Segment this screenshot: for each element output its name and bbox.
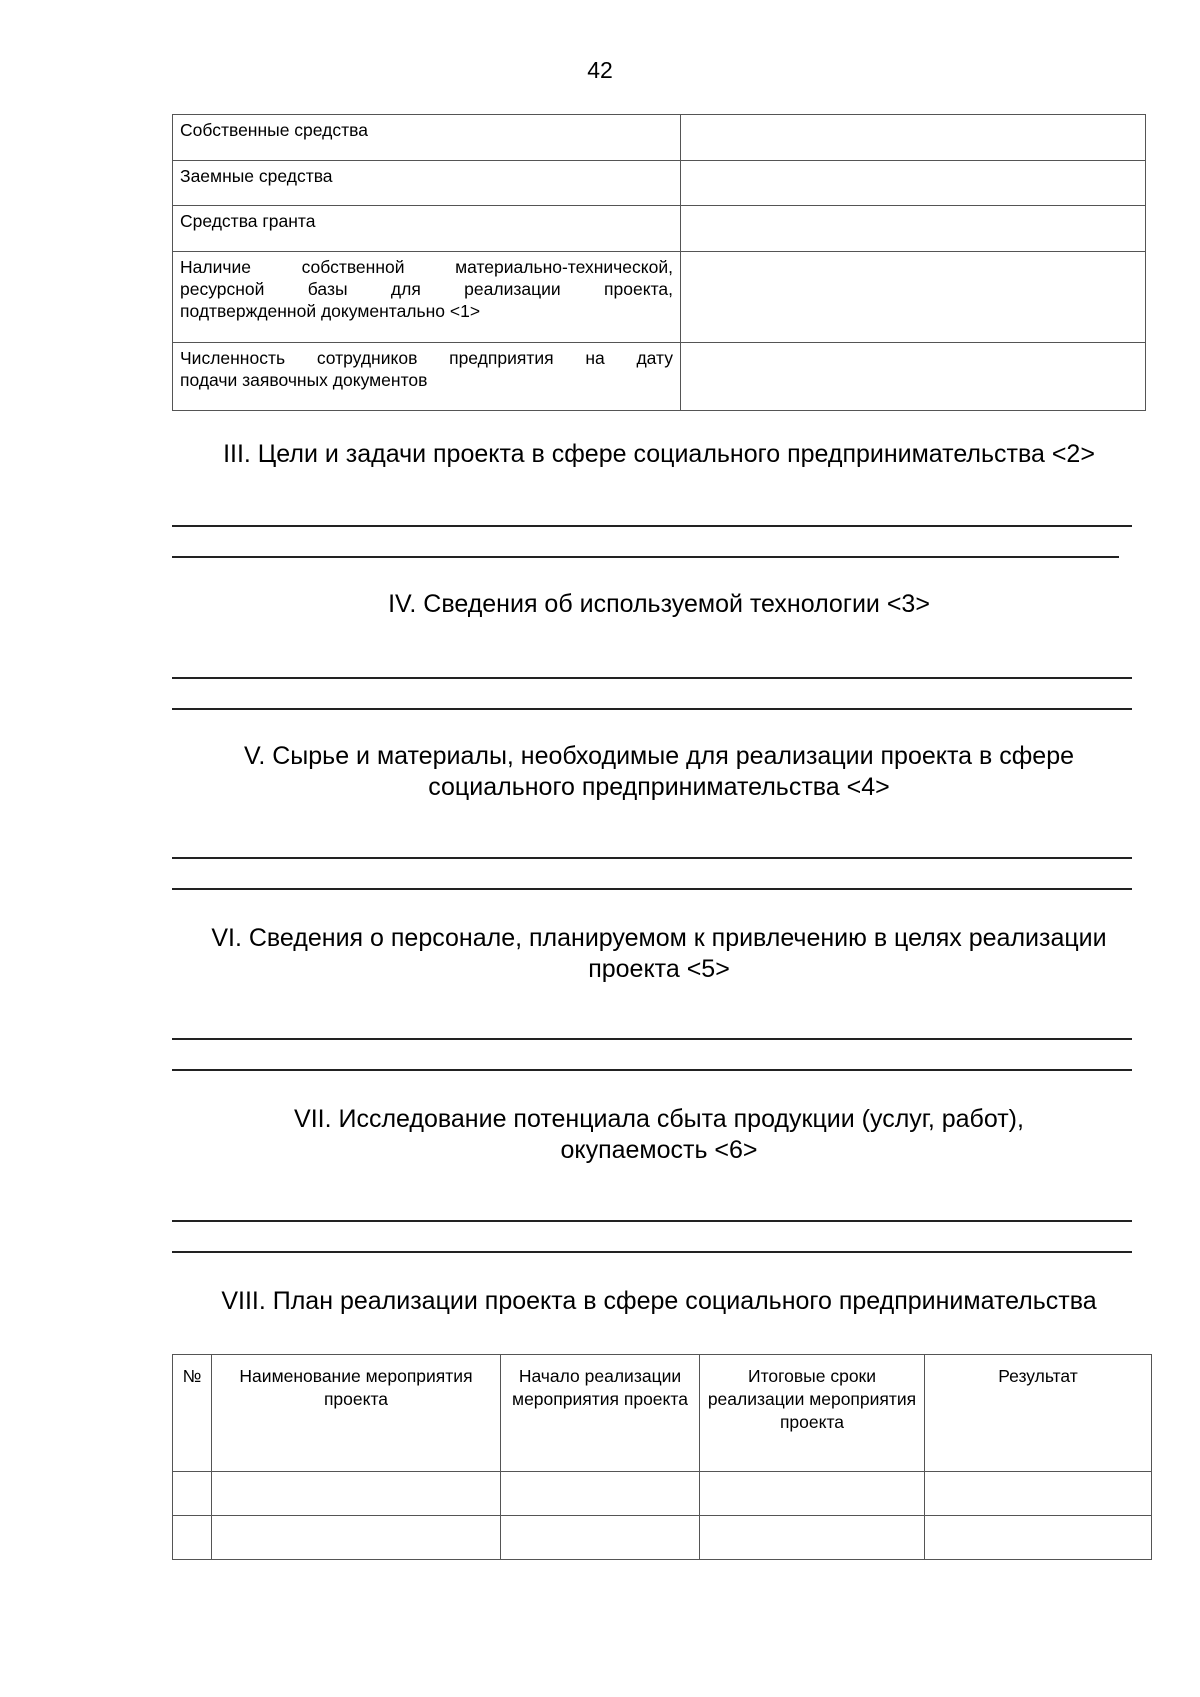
table-cell[interactable] [700,1516,925,1560]
label-line: подтвержденной документально <1> [180,301,481,321]
table-cell[interactable] [173,1472,212,1516]
table-cell[interactable] [501,1472,700,1516]
fill-line[interactable] [172,708,1132,710]
table-row [173,115,1146,161]
funding-staff-count-label [173,343,681,411]
col-header-number: № [173,1355,212,1472]
fill-line[interactable] [172,1038,1132,1040]
funding-table [172,114,1146,411]
col-header-result: Результат [925,1355,1152,1472]
fill-line[interactable] [172,857,1132,859]
fill-line[interactable] [172,1251,1132,1253]
col-header-activity: Наименование мероприятия проекта [212,1355,501,1472]
fill-line[interactable] [172,677,1132,679]
section-4-heading: IV. Сведения об используемой технологии <3> [388,590,930,618]
section-6-heading [172,923,1146,985]
section-7-heading [172,1104,1146,1166]
funding-grant-funds-label: Средства гранта [173,206,681,252]
table-cell[interactable] [212,1516,501,1560]
table-cell[interactable] [700,1472,925,1516]
col-header-start: Начало реализации мероприятия проекта [501,1355,700,1472]
label-line: ресурсной базы для реализации проекта, [180,279,673,299]
section-8-heading: VIII. План реализации проекта в сфере социального предпринимательства [221,1287,1097,1315]
funding-material-base-value[interactable] [681,252,1146,343]
table-cell[interactable] [501,1516,700,1560]
heading-line: проекта <5> [588,955,730,983]
fill-line[interactable] [172,556,1119,558]
page-number: 42 [587,57,613,83]
fill-line[interactable] [172,1220,1132,1222]
table-cell[interactable] [212,1472,501,1516]
label-line: Численность сотрудников предприятия на дату [180,348,673,368]
table-row [173,343,1146,411]
section-5-heading [172,741,1146,803]
funding-staff-count-value[interactable] [681,343,1146,411]
table-cell[interactable] [925,1516,1152,1560]
table-cell[interactable] [173,1516,212,1560]
heading-line: VII. Исследование потенциала сбыта продукции (услуг, работ), [294,1105,1024,1133]
heading-line: V. Сырье и материалы, необходимые для реализации проекта в сфере [243,742,1075,770]
col-header-deadline: Итоговые сроки реализации мероприятия проекта [700,1355,925,1472]
plan-table-header [173,1355,1152,1472]
label-line: Наличие собственной материально-технической, [180,257,673,277]
section-3-heading: III. Цели и задачи проекта в сфере социального предпринимательства <2> [223,440,1095,468]
funding-loan-funds-value[interactable] [681,161,1146,206]
plan-table [172,1354,1152,1560]
table-row [173,1516,1152,1560]
table-row [173,252,1146,343]
fill-line[interactable] [172,525,1132,527]
label-line: подачи заявочных документов [180,370,428,390]
table-cell[interactable] [925,1472,1152,1516]
funding-loan-funds-label: Заемные средства [173,161,681,206]
fill-line[interactable] [172,888,1132,890]
table-row [173,206,1146,252]
funding-own-funds-label: Собственные средства [173,115,681,161]
funding-own-funds-value[interactable] [681,115,1146,161]
funding-grant-funds-value[interactable] [681,206,1146,252]
table-row [173,161,1146,206]
table-row [173,1472,1152,1516]
fill-line[interactable] [172,1069,1132,1071]
heading-line: социального предпринимательства <4> [428,773,890,801]
funding-material-base-label [173,252,681,343]
heading-line: окупаемость <6> [560,1136,758,1164]
heading-line: VI. Сведения о персонале, планируемом к привлечению в целях реализации [211,924,1107,952]
